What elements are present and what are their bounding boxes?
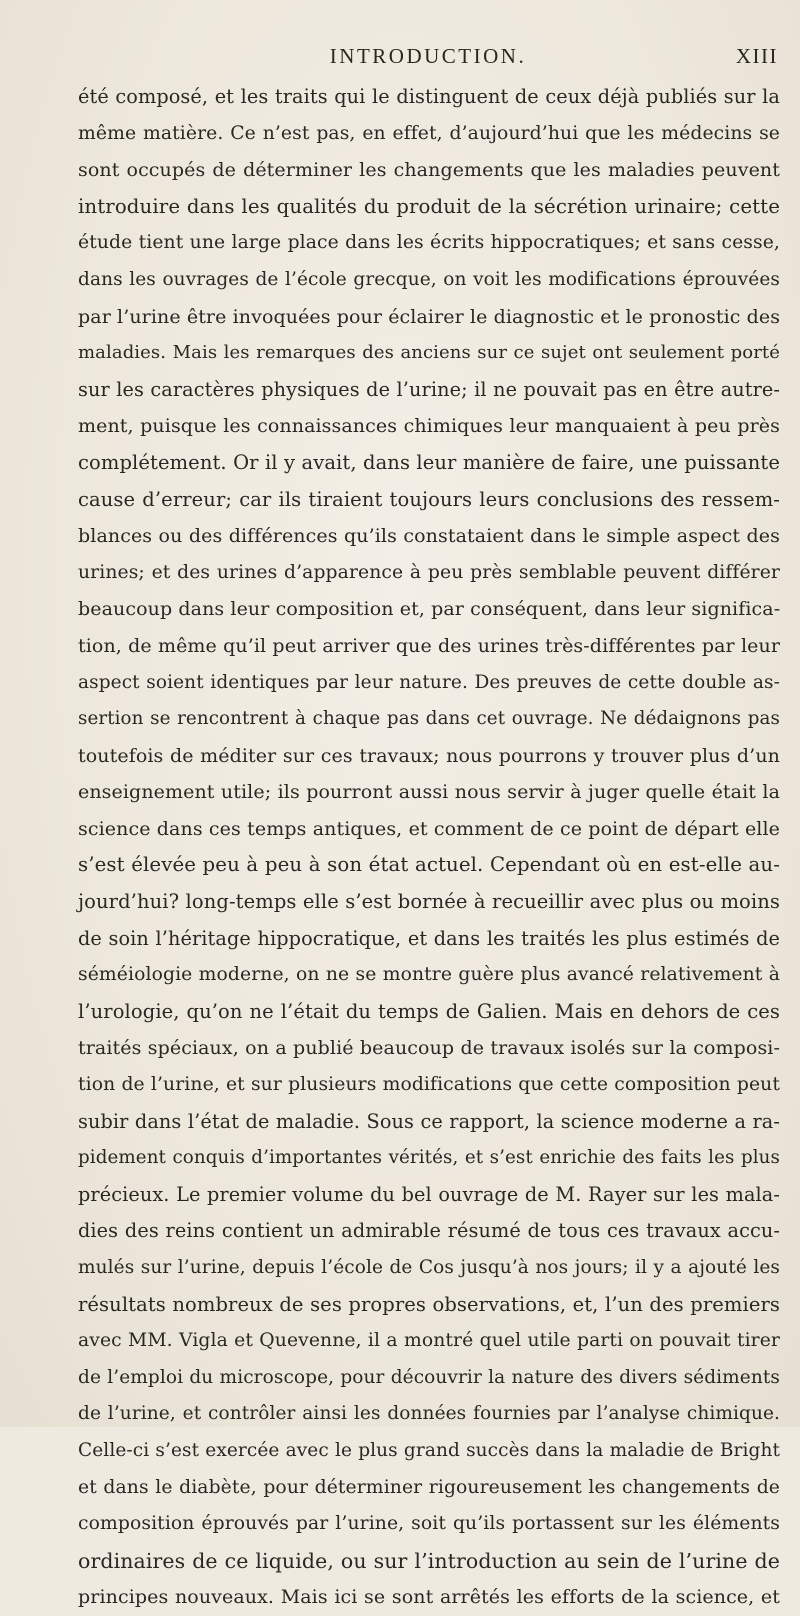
- text-line: été composé, et les traits qui le distinguent de ceux déjà publiés sur la: [78, 85, 780, 108]
- page-number: XIII: [735, 44, 778, 68]
- text-line: enseignement utile; ils pourront aussi nous servir à juger quelle était la: [78, 781, 780, 804]
- text-line: ment, puisque les connaissances chimiques leur manquaient à peu près: [78, 415, 780, 438]
- text-line: précieux. Le premier volume du bel ouvrage de M. Rayer sur les mala-: [78, 1182, 780, 1206]
- body-text: [78, 79, 780, 1616]
- text-line: sertion se rencontrent à chaque pas dans cet ouvrage. Ne dédaignons pas: [78, 708, 780, 730]
- text-line: sont occupés de déterminer les changements que les maladies peuvent: [78, 159, 780, 182]
- text-line: de l’emploi du microscope, pour découvrir la nature des divers sédiments: [78, 1366, 780, 1388]
- text-line: urines; et des urines d’apparence à peu près semblable peuvent différer: [78, 561, 780, 583]
- text-line: subir dans l’état de maladie. Sous ce rapport, la science moderne a ra-: [78, 1109, 780, 1133]
- text-line: dies des reins contient un admirable résumé de tous ces travaux accu-: [78, 1219, 780, 1243]
- text-line: de soin l’héritage hippocratique, et dans les traités les plus estimés de: [78, 926, 780, 950]
- text-line: science dans ces temps antiques, et comment de ce point de départ elle: [78, 817, 780, 840]
- text-line: traités spéciaux, on a publié beaucoup de travaux isolés sur la composi-: [78, 1037, 780, 1060]
- running-title: INTRODUCTION.: [329, 44, 527, 68]
- text-line: sur les caractères physiques de l’urine; il ne pouvait pas en être autre-: [78, 377, 780, 401]
- text-line: résultats nombreux de ses propres observations, et, l’un des premiers: [78, 1292, 780, 1316]
- text-line: étude tient une large place dans les écrits hippocratiques; et sans cesse,: [78, 232, 780, 254]
- text-line: pidement conquis d’importantes vérités, et s’est enrichie des faits les plus: [78, 1147, 780, 1169]
- text-line: cause d’erreur; car ils tiraient toujours leurs conclusions des ressem-: [78, 487, 780, 511]
- text-line: composition éprouvés par l’urine, soit qu’ils portassent sur les éléments: [78, 1513, 780, 1535]
- text-line: introduire dans les qualités du produit de la sécrétion urinaire; cette: [78, 194, 780, 218]
- text-line: toutefois de méditer sur ces travaux; nous pourrons y trouver plus d’un: [78, 744, 780, 767]
- text-line: dans les ouvrages de l’école grecque, on voit les modifications éprouvées: [78, 268, 780, 290]
- text-line: tion, de même qu’il peut arriver que des urines très-différentes par leur: [78, 634, 780, 657]
- text-line: tion de l’urine, et sur plusieurs modifications que cette composition peut: [78, 1074, 780, 1096]
- text-line: jourd’hui? long-temps elle s’est bornée à recueillir avec plus ou moins: [78, 890, 780, 914]
- text-line: et dans le diabète, pour déterminer rigoureusement les changements de: [78, 1476, 780, 1498]
- text-line: beaucoup dans leur composition et, par conséquent, dans leur significa-: [78, 598, 781, 621]
- text-line: avec MM. Vigla et Quevenne, il a montré quel utile parti on pouvait tirer: [78, 1330, 780, 1352]
- text-line: séméiologie moderne, on ne se montre guère plus avancé relativement à: [78, 964, 780, 986]
- text-line: de l’urine, et contrôler ainsi les données fournies par l’analyse chimique.: [78, 1403, 780, 1425]
- text-line: principes nouveaux. Mais ici se sont arrêtés les efforts de la science, et: [78, 1586, 780, 1609]
- text-line: même matière. Ce n’est pas, en effet, d’aujourd’hui que les médecins se: [78, 122, 780, 144]
- text-line: mulés sur l’urine, depuis l’école de Cos jusqu’à nos jours; il y a ajouté les: [78, 1257, 780, 1278]
- text-line: maladies. Mais les remarques des anciens sur ce sujet ont seulement porté: [78, 342, 780, 364]
- text-line: blances ou des différences qu’ils constataient dans le simple aspect des: [78, 525, 780, 548]
- text-line: l’urologie, qu’on ne l’était du temps de Galien. Mais en dehors de ces: [78, 999, 780, 1023]
- running-header: [78, 42, 778, 70]
- text-line: par l’urine être invoquées pour éclairer le diagnostic et le pronostic des: [78, 305, 781, 328]
- text-line: complétement. Or il y avait, dans leur manière de faire, une puissante: [78, 450, 780, 474]
- text-line: aspect soient identiques par leur nature. Des preuves de cette double as-: [78, 671, 780, 693]
- text-line: s’est élevée peu à peu à son état actuel. Cependant où en est-elle au-: [78, 853, 780, 877]
- text-line: ordinaires de ce liquide, ou sur l’introduction au sein de l’urine de: [78, 1548, 780, 1573]
- text-line: Celle-ci s’est exercée avec le plus grand succès dans la maladie de Bright: [78, 1439, 780, 1461]
